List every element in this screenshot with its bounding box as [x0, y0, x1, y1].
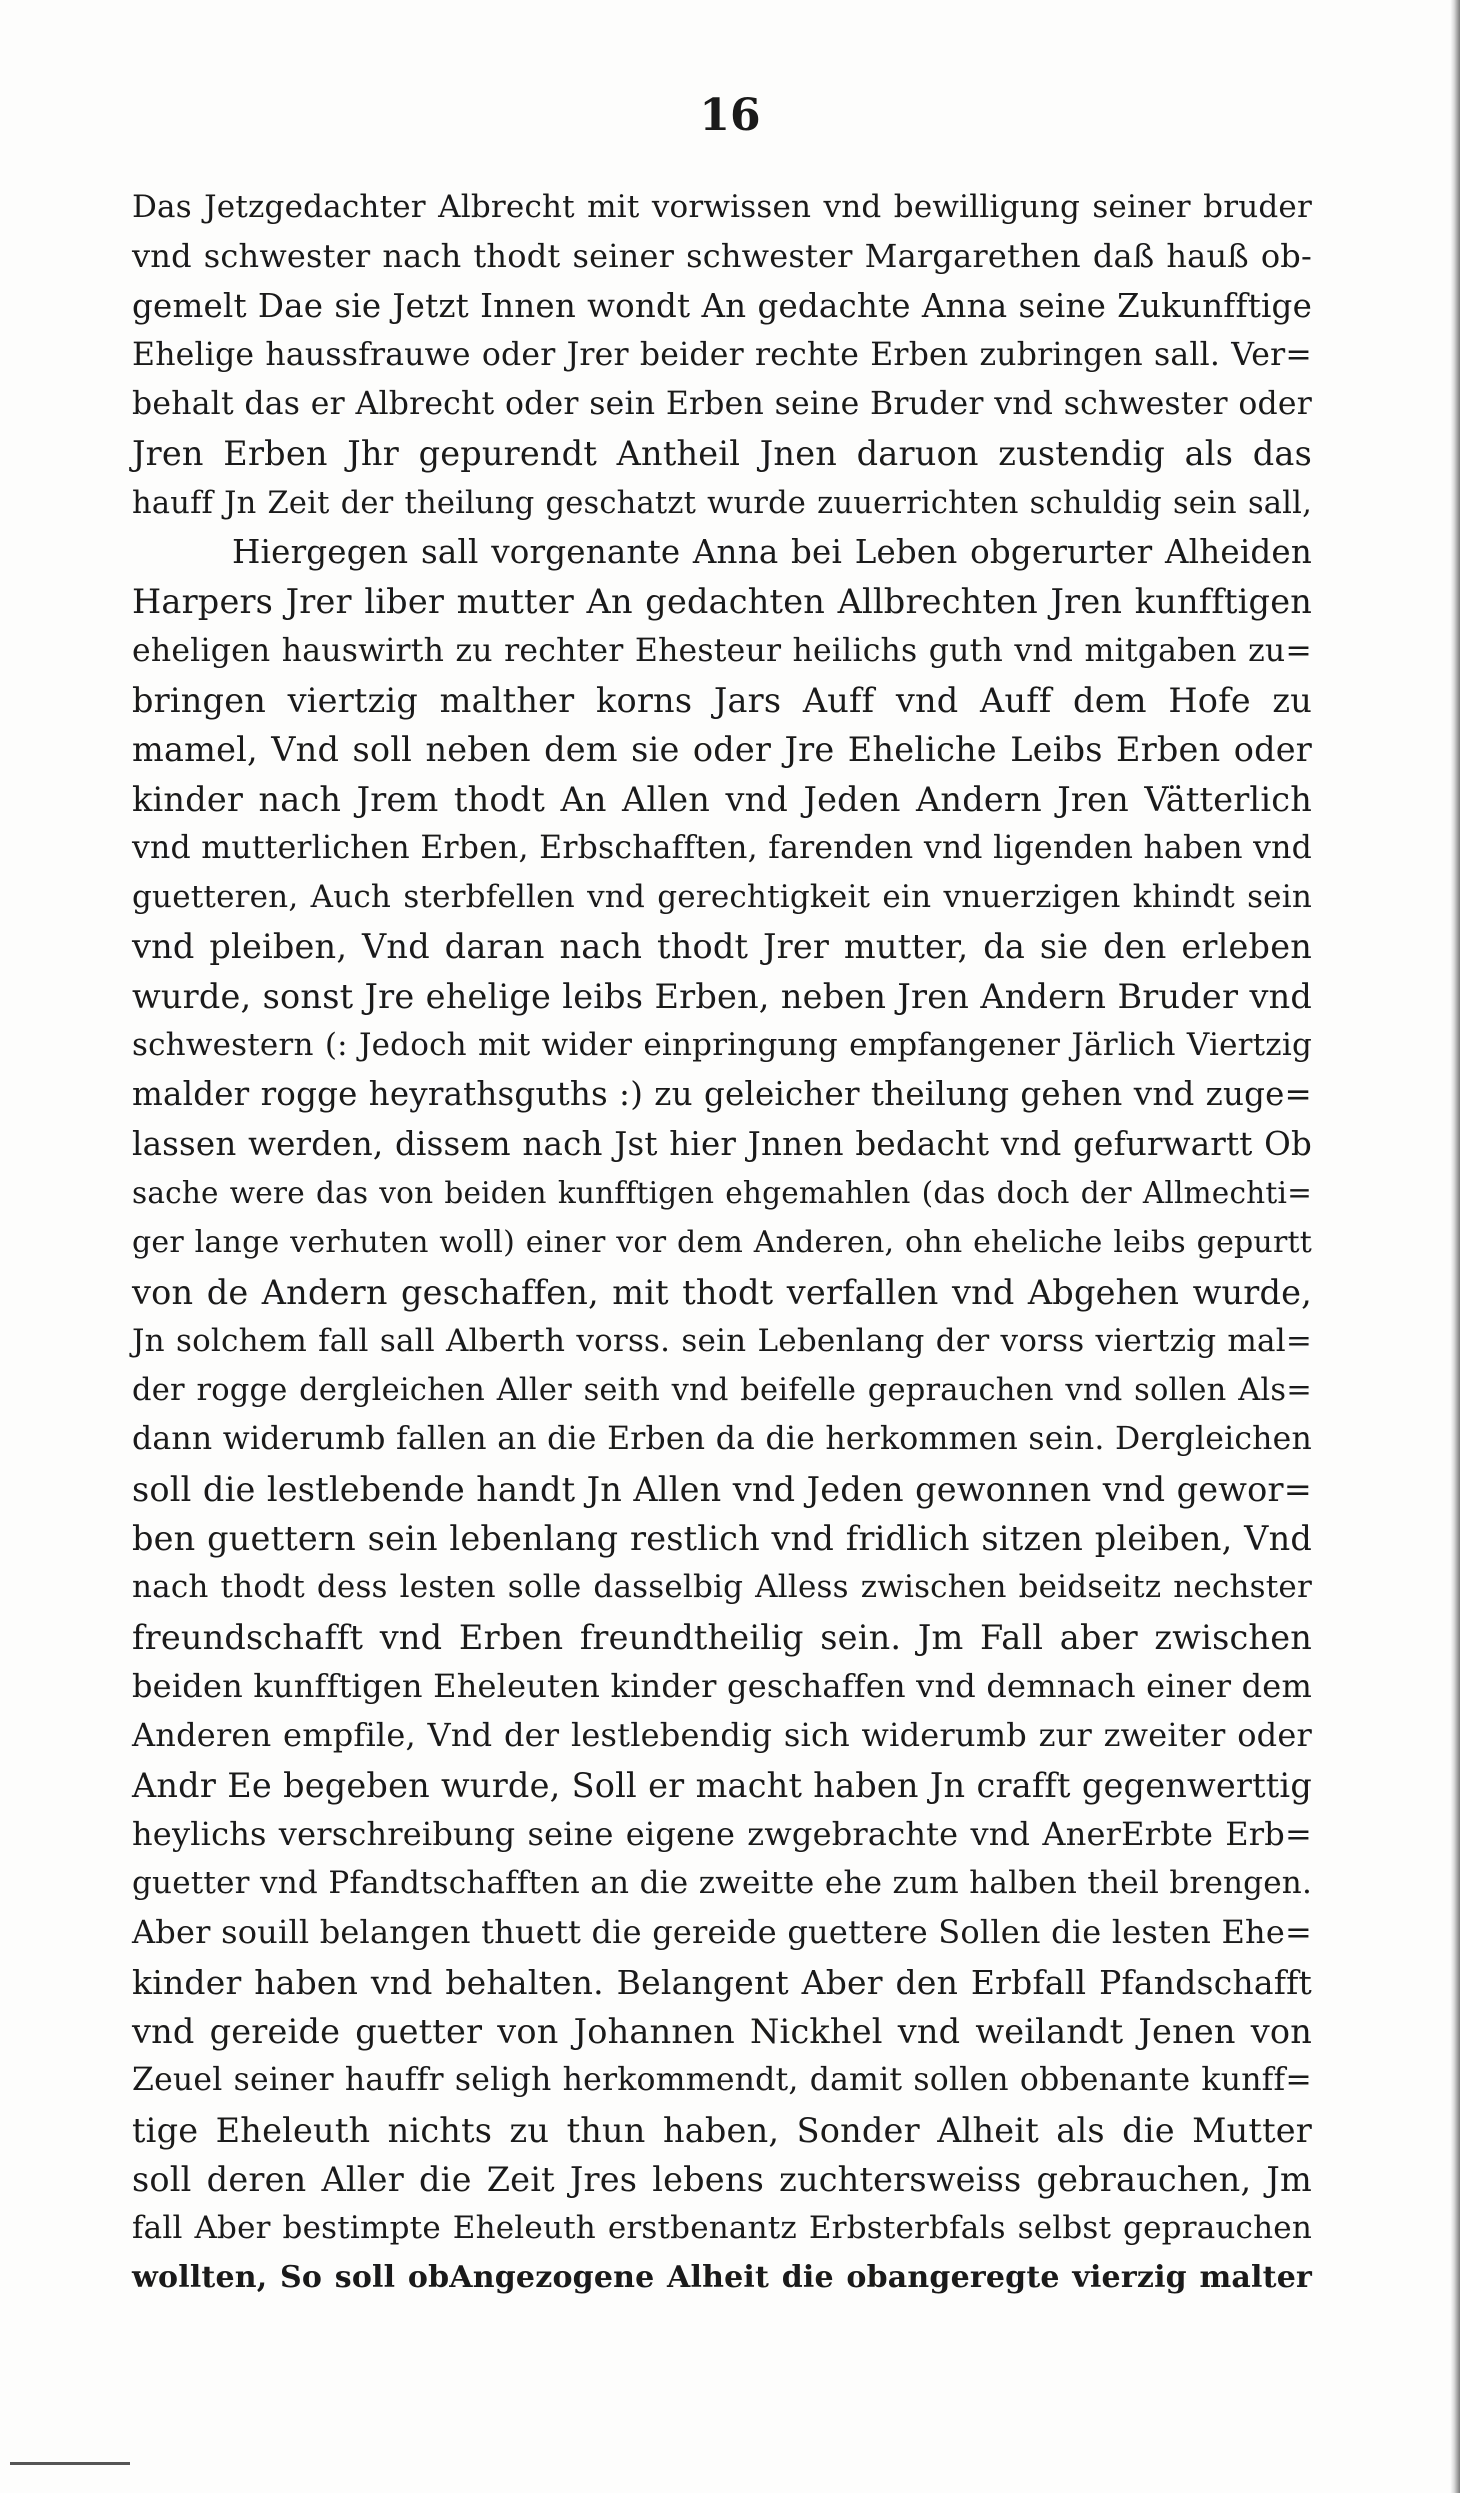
- text-line: gemelt Dae sie Jetzt Innen wondt An gedachte Anna seine Zukunfftige: [132, 286, 1312, 325]
- text-line: vnd gereide guetter von Johannen Nickhel vnd weilandt Jenen von: [132, 2011, 1312, 2051]
- text-line: der rogge dergleichen Aller seith vnd beifelle geprauchen vnd sollen Als=: [132, 1373, 1312, 1409]
- text-line: beiden kunfftigen Eheleuten kinder geschaffen vnd demnach einer dem: [132, 1666, 1312, 1705]
- text-line: nach thodt dess lesten solle dasselbig Alless zwischen beidseitz nechster: [132, 1569, 1312, 1606]
- text-line: vnd schwester nach thodt seiner schwester Margarethen daß hauß ob-: [132, 237, 1312, 276]
- text-line: von de Andern geschaffen, mit thodt verfallen vnd Abgehen wurde,: [132, 1272, 1312, 1312]
- body-text: [132, 183, 1312, 2303]
- text-line: Andr Ee begeben wurde, Soll er macht haben Jn crafft gegenwerttig: [132, 1765, 1312, 1805]
- text-line: mamel, Vnd soll neben dem sie oder Jre Eheliche Leibs Erben oder: [132, 730, 1312, 770]
- text-line: wurde, sonst Jre ehelige leibs Erben, neben Jren Andern Bruder vnd: [132, 976, 1312, 1016]
- text-line: ben guettern sein lebenlang restlich vnd fridlich sitzen pleiben, Vnd: [132, 1519, 1312, 1559]
- text-line: tige Eheleuth nichts zu thun haben, Sonder Alheit als die Mutter: [132, 2110, 1312, 2150]
- text-line: Hiergegen sall vorgenante Anna bei Leben obgerurter Alheiden: [232, 533, 1312, 572]
- text-line: hauff Jn Zeit der theilung geschatzt wurde zuuerrichten schuldig sein sall,: [132, 485, 1312, 521]
- text-line: kinder nach Jrem thodt An Allen vnd Jeden Andern Jren Vätterlich: [132, 779, 1312, 819]
- scan-edge-mark: [10, 2462, 130, 2465]
- text-line: Ehelige haussfrauwe oder Jrer beider rechte Erben zubringen sall. Ver=: [132, 336, 1312, 373]
- text-line: guetter vnd Pfandtschafften an die zweitte ehe zum halben theil brengen.: [132, 1865, 1312, 1902]
- text-line: fall Aber bestimpte Eheleuth erstbenantz Erbsterbfals selbst geprauchen: [132, 2210, 1312, 2247]
- text-line: wollten, So soll obAngezogene Alheit die obangeregte vierzig malter: [132, 2260, 1312, 2296]
- text-line: behalt das er Albrecht oder sein Erben seine Bruder vnd schwester oder: [132, 386, 1312, 423]
- text-line: malder rogge heyrathsguths :) zu geleicher theilung gehen vnd zuge=: [132, 1075, 1312, 1114]
- text-line: schwestern (: Jedoch mit wider einpringung empfangener Järlich Viertzig: [132, 1027, 1312, 1064]
- text-line: Aber souill belangen thuett die gereide guettere Sollen die lesten Ehe=: [132, 1913, 1312, 1952]
- text-line: Jren Erben Jhr gepurendt Antheil Jnen daruon zustendig als das: [132, 434, 1312, 474]
- text-line: freundschafft vnd Erben freundtheilig sein. Jm Fall aber zwischen: [132, 1617, 1312, 1657]
- page-number: 16: [699, 90, 761, 141]
- text-line: vnd mutterlichen Erben, Erbschafften, farenden vnd ligenden haben vnd: [132, 829, 1312, 866]
- text-line: kinder haben vnd behalten. Belangent Aber den Erbfall Pfandschafft: [132, 1962, 1312, 2002]
- text-line: ger lange verhuten woll) einer vor dem Anderen, ohn eheliche leibs gepurtt: [132, 1225, 1312, 1261]
- text-line: guetteren, Auch sterbfellen vnd gerechtigkeit ein vnuerzigen khindt sein: [132, 879, 1312, 916]
- text-line: lassen werden, dissem nach Jst hier Jnnen bedacht vnd gefurwartt Ob: [132, 1124, 1312, 1163]
- text-line: dann widerumb fallen an die Erben da die herkommen sein. Dergleichen: [132, 1421, 1312, 1458]
- text-line: Harpers Jrer liber mutter An gedachten Allbrechten Jren kunfftigen: [132, 582, 1312, 622]
- scan-edge-shadow: [1450, 0, 1460, 2493]
- text-line: Das Jetzgedachter Albrecht mit vorwissen vnd bewilligung seiner bruder: [132, 189, 1312, 225]
- text-line: eheligen hauswirth zu rechter Ehesteur heilichs guth vnd mitgaben zu=: [132, 632, 1312, 669]
- text-line: bringen viertzig malther korns Jars Auff vnd Auff dem Hofe zu: [132, 680, 1312, 720]
- text-line: Zeuel seiner hauffr seligh herkommendt, damit sollen obbenante kunff=: [132, 2062, 1312, 2099]
- text-line: sache were das von beiden kunfftigen ehgemahlen (das doch der Allmechti=: [132, 1175, 1312, 1210]
- text-line: Anderen empfile, Vnd der lestlebendig sich widerumb zur zweiter oder: [132, 1716, 1312, 1755]
- text-line: Jn solchem fall sall Alberth vorss. sein Lebenlang der vorss viertzig mal=: [132, 1322, 1312, 1359]
- text-line: soll die lestlebende handt Jn Allen vnd Jeden gewonnen vnd gewor=: [132, 1469, 1312, 1509]
- text-line: heylichs verschreibung seine eigene zwgebrachte vnd AnerErbte Erb=: [132, 1814, 1312, 1853]
- text-line: soll deren Aller die Zeit Jres lebens zuchtersweiss gebrauchen, Jm: [132, 2159, 1312, 2199]
- text-line: vnd pleiben, Vnd daran nach thodt Jrer mutter, da sie den erleben: [132, 927, 1312, 967]
